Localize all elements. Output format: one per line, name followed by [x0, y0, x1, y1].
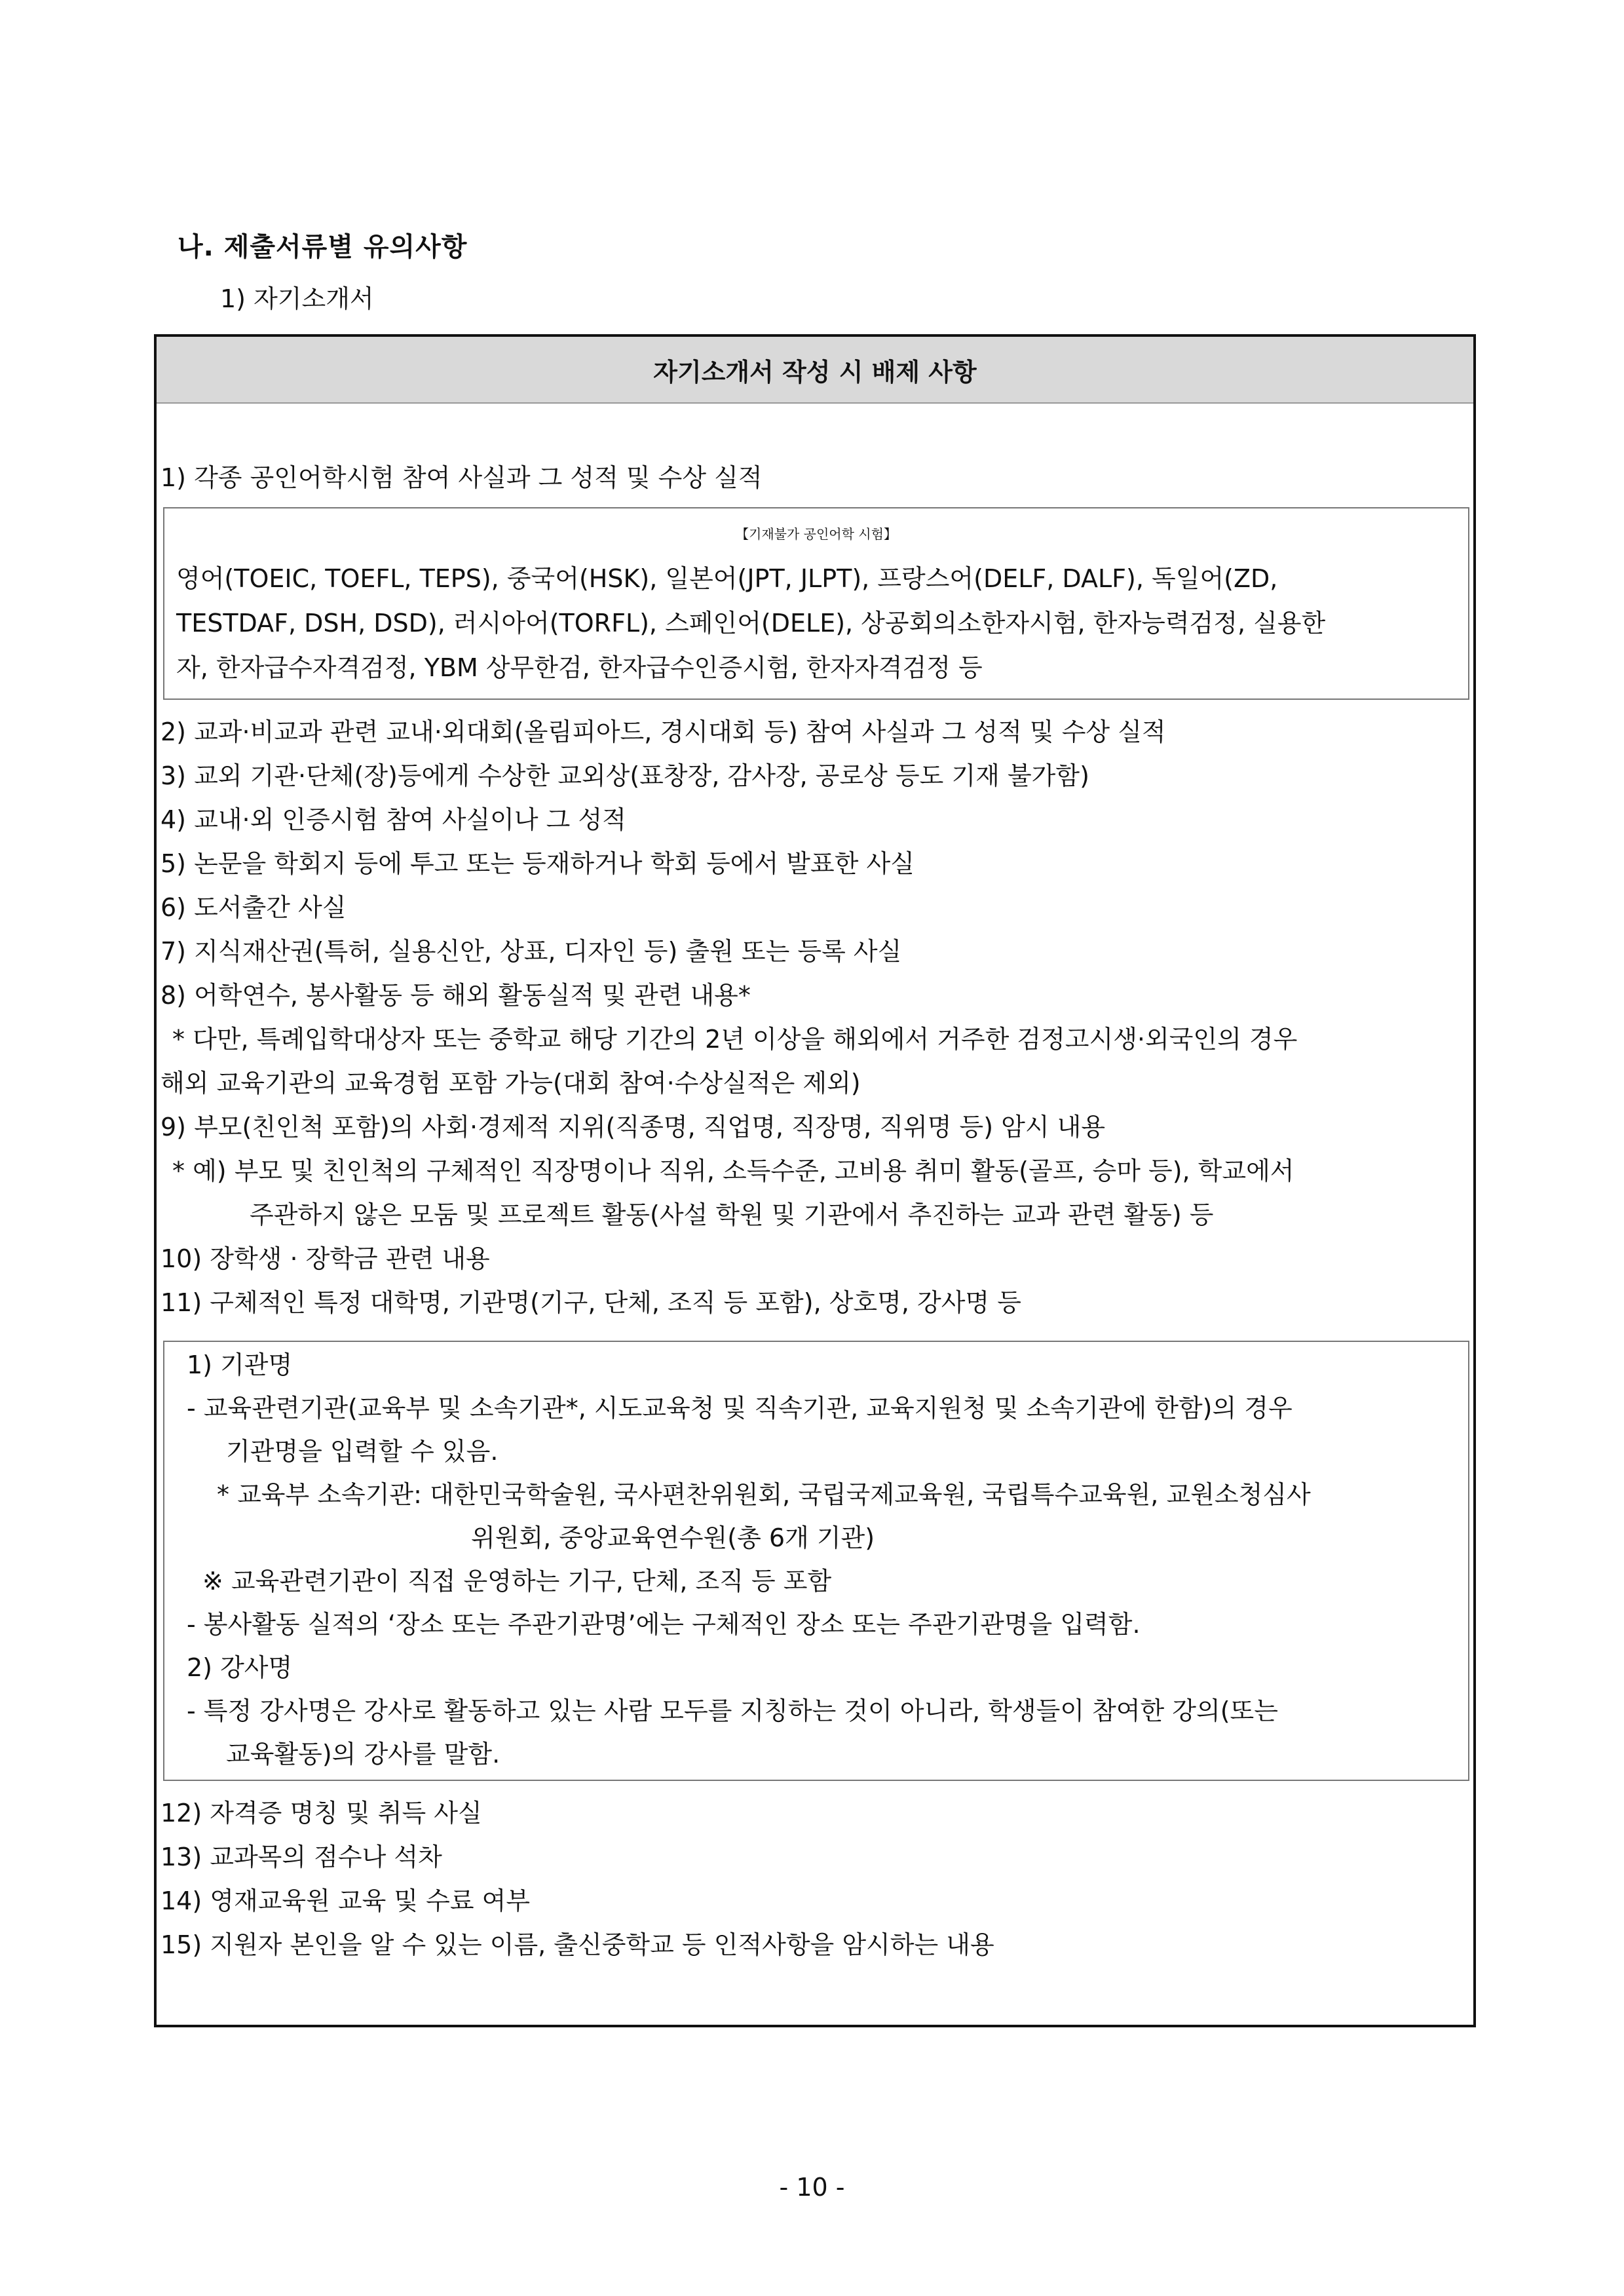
- institution-box-heading: 1) 기관명: [187, 1350, 293, 1379]
- list-item: 11) 구체적인 특정 대학명, 기관명(기구, 단체, 조직 등 포함), 상호명, 강사명 등: [161, 1288, 1021, 1317]
- list-item: 15) 지원자 본인을 알 수 있는 이름, 출신중학교 등 인적사항을 암시하는 내용: [161, 1930, 994, 1959]
- institution-box-line: 교육활동)의 강사를 말함.: [226, 1740, 500, 1769]
- list-item: 6) 도서출간 사실: [161, 893, 347, 922]
- list-item: 4) 교내·외 인증시험 참여 사실이나 그 성적: [161, 805, 626, 834]
- language-test-line: TESTDAF, DSH, DSD), 러시아어(TORFL), 스페인어(DELE), 상공회의소한자시험, 한자능력검정, 실용한: [176, 609, 1326, 638]
- exclusion-box-header: 자기소개서 작성 시 배제 사항: [157, 337, 1473, 404]
- list-item: 12) 자격증 명칭 및 취득 사실: [161, 1799, 482, 1827]
- language-test-line: 영어(TOEIC, TOEFL, TEPS), 중국어(HSK), 일본어(JPT, JLPT), 프랑스어(DELF, DALF), 독일어(ZD,: [176, 564, 1278, 593]
- language-test-box-title: 【기재불가 공인어학 시험】: [736, 526, 897, 542]
- institution-box-heading: 2) 강사명: [187, 1653, 293, 1682]
- list-item: 7) 지식재산권(특허, 실용신안, 상표, 디자인 등) 출원 또는 등록 사실: [161, 937, 902, 966]
- list-item-note: * 다만, 특례입학대상자 또는 중학교 해당 기간의 2년 이상을 해외에서 거주한 검정고시생·외국인의 경우: [172, 1025, 1298, 1054]
- list-item-note: * 예) 부모 및 친인척의 구체적인 직장명이나 직위, 소득수준, 고비용 취미 활동(골프, 승마 등), 학교에서: [172, 1157, 1294, 1185]
- list-item: 13) 교과목의 점수나 석차: [161, 1843, 442, 1871]
- language-test-line: 자, 한자급수자격검정, YBM 상무한검, 한자급수인증시험, 한자자격검정 등: [176, 653, 983, 682]
- list-item: 5) 논문을 학회지 등에 투고 또는 등재하거나 학회 등에서 발표한 사실: [161, 849, 915, 878]
- list-item-note: 해외 교육기관의 교육경험 포함 가능(대회 참여·수상실적은 제외): [161, 1069, 861, 1098]
- institution-box-line: ※ 교육관련기관이 직접 운영하는 기구, 단체, 조직 등 포함: [202, 1567, 832, 1596]
- subsection-title: 1) 자기소개서: [220, 284, 374, 313]
- list-item: 8) 어학연수, 봉사활동 등 해외 활동실적 및 관련 내용*: [161, 981, 751, 1010]
- list-item: 2) 교과·비교과 관련 교내·외대회(올림피아드, 경시대회 등) 참여 사실과 그 성적 및 수상 실적: [161, 718, 1166, 746]
- institution-box-line: - 교육관련기관(교육부 및 소속기관*, 시도교육청 및 직속기관, 교육지원청 및 소속기관에 한함)의 경우: [187, 1394, 1293, 1423]
- list-item: 9) 부모(친인척 포함)의 사회·경제적 지위(직종명, 직업명, 직장명, 직위명 등) 암시 내용: [161, 1113, 1106, 1141]
- institution-box-line: * 교육부 소속기관: 대한민국학술원, 국사편찬위원회, 국립국제교육원, 국립특수교육원, 교원소청심사: [217, 1480, 1311, 1509]
- institution-box-line: - 특정 강사명은 강사로 활동하고 있는 사람 모두를 지칭하는 것이 아니라, 학생들이 참여한 강의(또는: [187, 1696, 1278, 1725]
- page-number: - 10 -: [779, 2173, 845, 2202]
- institution-box-line: - 봉사활동 실적의 ‘장소 또는 주관기관명’에는 구체적인 장소 또는 주관기관명을 입력함.: [187, 1610, 1141, 1639]
- institution-box-line: 위원회, 중앙교육연수원(총 6개 기관): [471, 1523, 875, 1552]
- list-item: 1) 각종 공인어학시험 참여 사실과 그 성적 및 수상 실적: [161, 463, 763, 492]
- institution-name-box: [163, 1341, 1469, 1781]
- exclusion-box: [154, 334, 1476, 2027]
- list-item: 10) 장학생 · 장학금 관련 내용: [161, 1244, 490, 1273]
- section-title: 나. 제출서류별 유의사항: [178, 232, 468, 262]
- institution-box-line: 기관명을 입력할 수 있음.: [226, 1437, 499, 1466]
- list-item-note: 주관하지 않은 모둠 및 프로젝트 활동(사설 학원 및 기관에서 추진하는 교과 관련 활동) 등: [250, 1200, 1214, 1229]
- list-item: 14) 영재교육원 교육 및 수료 여부: [161, 1886, 531, 1915]
- list-item: 3) 교외 기관·단체(장)등에게 수상한 교외상(표창장, 감사장, 공로상 등도 기재 불가함): [161, 761, 1089, 790]
- language-test-box: [163, 507, 1469, 700]
